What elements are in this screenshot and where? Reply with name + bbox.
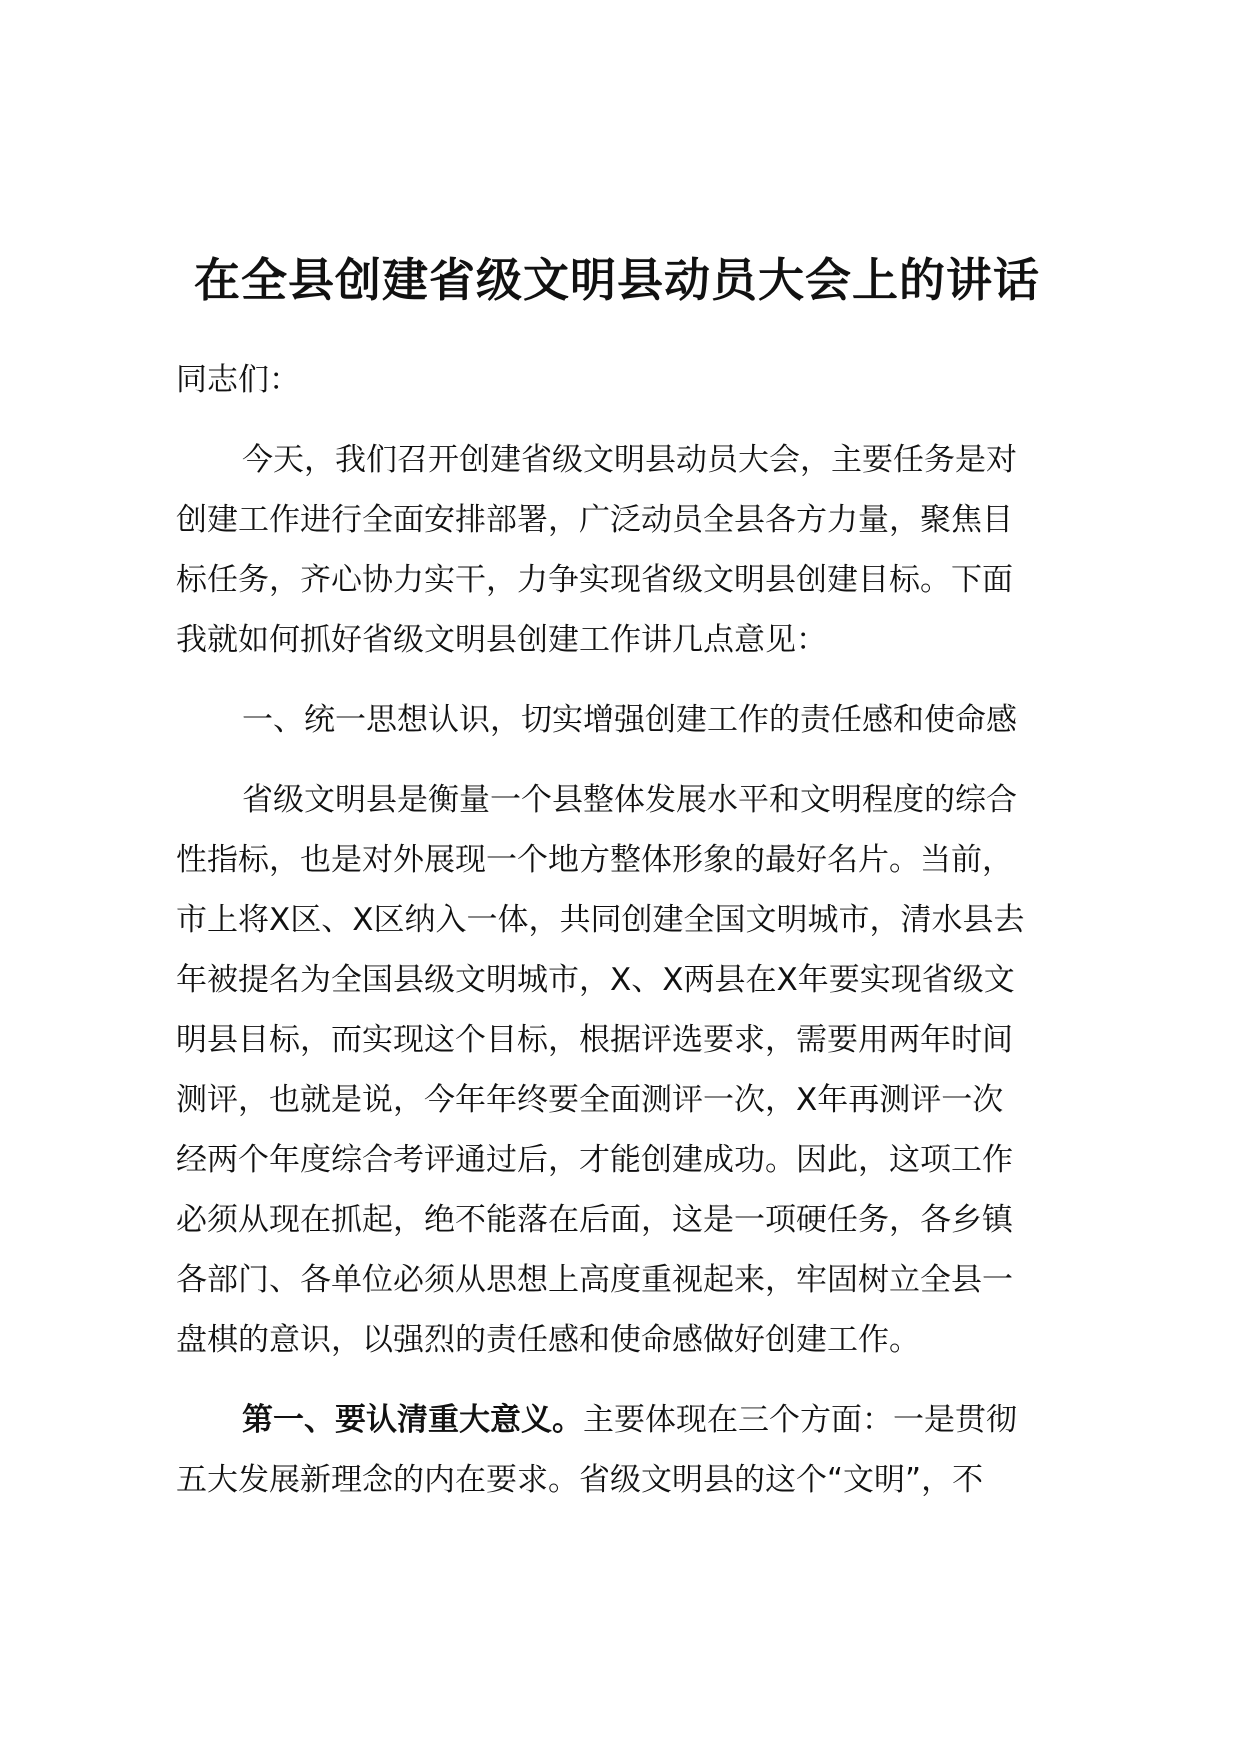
point-lead: 第一、要认清重大意义。 (242, 1402, 583, 1438)
point-paragraph (176, 1390, 1096, 1510)
salutation: 同志们： (176, 362, 300, 398)
text-line: 创建工作进行全面安排部署，广泛动员全县各方力量，聚焦目 (176, 502, 1013, 538)
intro-paragraph (176, 430, 1096, 670)
text-line: 盘棋的意识，以强烈的责任感和使命感做好创建工作。 (176, 1322, 920, 1358)
text-line: 必须从现在抓起，绝不能落在后面，这是一项硬任务，各乡镇 (176, 1202, 1013, 1238)
text-line: 年被提名为全国县级文明城市，X、X两县在X年要实现省级文 (176, 962, 1015, 998)
text-line (176, 1390, 1096, 1450)
section-paragraph (176, 770, 1096, 1370)
point-text: 主要体现在三个方面：一是贯彻 (583, 1402, 1017, 1438)
text-line: 今天，我们召开创建省级文明县动员大会，主要任务是对 (242, 442, 1017, 478)
text-line: 五大发展新理念的内在要求。省级文明县的这个“文明”，不 (176, 1462, 984, 1498)
text-line: 各部门、各单位必须从思想上高度重视起来，牢固树立全县一 (176, 1262, 1013, 1298)
document-body (176, 350, 1096, 1510)
text-line: 省级文明县是衡量一个县整体发展水平和文明程度的综合 (242, 782, 1017, 818)
document-title: 在全县创建省级文明县动员大会上的讲话 (194, 253, 1040, 307)
text-line: 测评，也就是说，今年年终要全面测评一次，X年再测评一次 (176, 1082, 1004, 1118)
text-line: 我就如何抓好省级文明县创建工作讲几点意见： (176, 622, 827, 658)
text-line: 经两个年度综合考评通过后，才能创建成功。因此，这项工作 (176, 1142, 1013, 1178)
text-line: 性指标，也是对外展现一个地方整体形象的最好名片。当前， (176, 842, 1013, 878)
text-line: 标任务，齐心协力实干，力争实现省级文明县创建目标。下面 (176, 562, 1013, 598)
text-line: 市上将X区、X区纳入一体，共同创建全国文明城市，清水县去 (176, 902, 1025, 938)
section-heading: 一、统一思想认识，切实增强创建工作的责任感和使命感 (242, 702, 1017, 738)
text-line: 明县目标，而实现这个目标，根据评选要求，需要用两年时间 (176, 1022, 1013, 1058)
